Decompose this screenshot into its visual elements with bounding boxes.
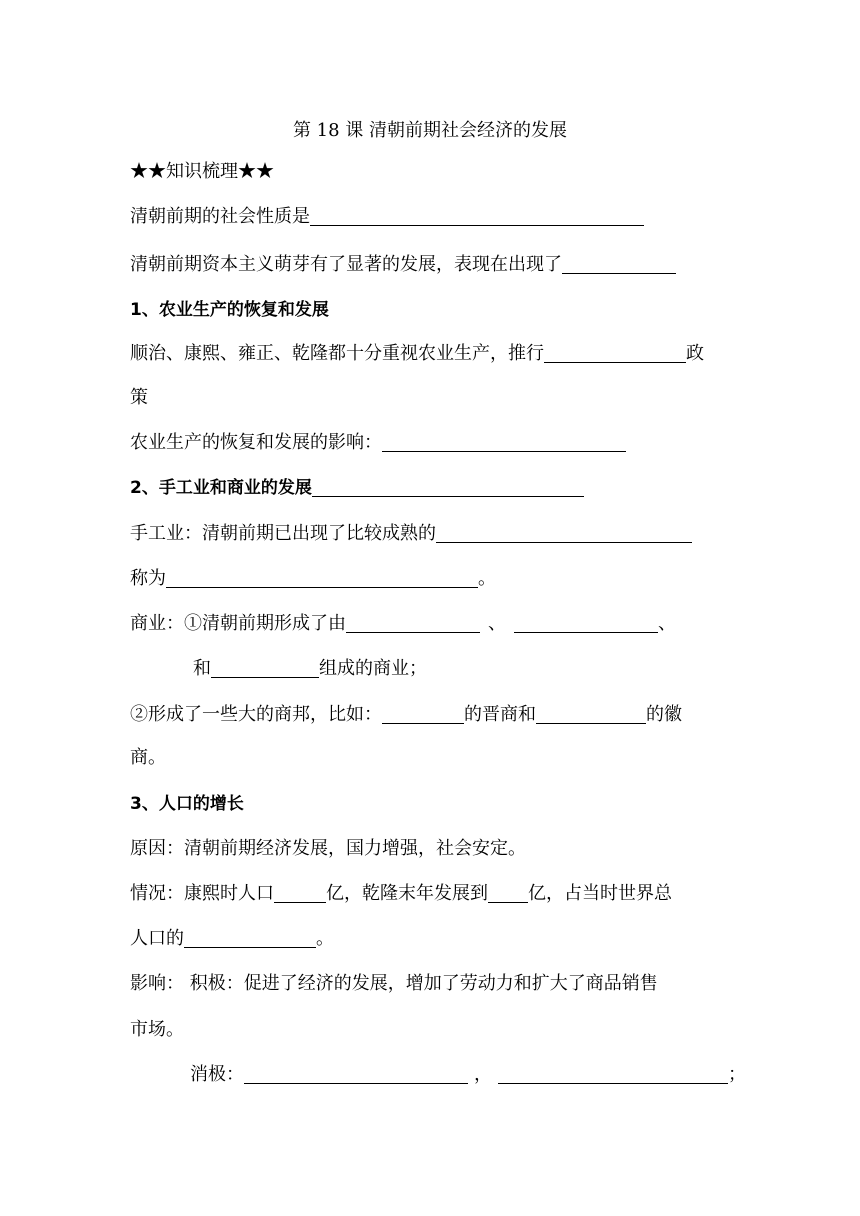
- question-text: 手工业：清朝前期已出现了比较成熟的: [130, 523, 436, 544]
- question-text: 的徽: [646, 704, 682, 725]
- section-title: 2、手工业和商业的发展: [130, 478, 312, 498]
- answer-blank[interactable]: [166, 569, 478, 588]
- question-text: 。: [316, 928, 334, 949]
- answer-blank[interactable]: [536, 705, 646, 724]
- page-title: 第 18 课 清朝前期社会经济的发展: [292, 120, 568, 141]
- population-impact-positive: 影响： 积极：促进了经济的发展，增加了劳动力和扩大了商品销售: [130, 973, 658, 994]
- question-text: ，: [474, 1064, 492, 1085]
- question-commerce-composition: [130, 612, 730, 636]
- answer-blank[interactable]: [274, 884, 326, 903]
- question-text: 清朝前期的社会性质是: [130, 206, 310, 227]
- answer-blank[interactable]: [310, 207, 644, 226]
- question-social-nature: [130, 205, 730, 229]
- answer-blank[interactable]: [436, 524, 692, 543]
- population-cause: 原因：清朝前期经济发展，国力增强，社会安定。: [130, 838, 526, 859]
- question-text: 清朝前期资本主义萌芽有了显著的发展，表现在出现了: [130, 254, 562, 275]
- question-text: 称为: [130, 568, 166, 589]
- question-text-continued: 商。: [130, 747, 166, 768]
- question-agri-policy: [130, 342, 730, 366]
- separator: 、: [488, 613, 506, 634]
- question-text: 消极：: [190, 1064, 244, 1085]
- question-capitalism: [130, 253, 730, 277]
- question-population-share: [130, 927, 730, 951]
- question-text-continued: 策: [130, 387, 148, 408]
- question-text: ；: [728, 1064, 746, 1085]
- answer-blank[interactable]: [312, 478, 584, 497]
- section-heading: ★★知识梳理★★: [130, 161, 274, 182]
- answer-blank[interactable]: [211, 659, 319, 678]
- question-text: 亿，乾隆末年发展到: [326, 883, 488, 904]
- question-text: 人口的: [130, 928, 184, 949]
- question-text: 组成的商业；: [319, 658, 427, 679]
- question-text: 情况：康熙时人口: [130, 883, 274, 904]
- section-agriculture-heading: 1、农业生产的恢复和发展: [130, 300, 329, 320]
- question-population-situation: [130, 882, 730, 906]
- question-text: 亿，占当时世界总: [528, 883, 672, 904]
- answer-blank[interactable]: [544, 344, 686, 363]
- section-craft-commerce-heading: [130, 476, 730, 500]
- question-agri-impact: [130, 431, 730, 455]
- question-text: 商业：①清朝前期形成了由: [130, 613, 346, 634]
- separator: 、: [658, 613, 676, 634]
- question-handicraft: [130, 522, 730, 546]
- question-text: 顺治、康熙、雍正、乾隆都十分重视农业生产，推行: [130, 343, 544, 364]
- question-text: 的晋商和: [464, 704, 536, 725]
- question-commerce-composition-cont: [193, 657, 793, 681]
- answer-blank[interactable]: [498, 1065, 728, 1084]
- answer-blank[interactable]: [244, 1065, 468, 1084]
- question-text: ②形成了一些大的商邦，比如：: [130, 704, 382, 725]
- section-population-heading: 3、人口的增长: [130, 794, 244, 814]
- answer-blank[interactable]: [184, 929, 316, 948]
- answer-blank[interactable]: [514, 614, 658, 633]
- answer-blank[interactable]: [488, 884, 528, 903]
- question-text: 和: [193, 658, 211, 679]
- answer-blank[interactable]: [382, 705, 464, 724]
- answer-blank[interactable]: [562, 255, 676, 274]
- question-text-continued: 市场。: [130, 1019, 184, 1040]
- question-text: 政: [686, 343, 704, 364]
- question-merchant-groups: [130, 703, 730, 727]
- answer-blank[interactable]: [346, 614, 480, 633]
- question-handicraft-name: [130, 567, 730, 591]
- question-population-negative: [190, 1063, 790, 1087]
- question-text: 农业生产的恢复和发展的影响：: [130, 432, 382, 453]
- question-text: 。: [478, 568, 496, 589]
- answer-blank[interactable]: [382, 433, 626, 452]
